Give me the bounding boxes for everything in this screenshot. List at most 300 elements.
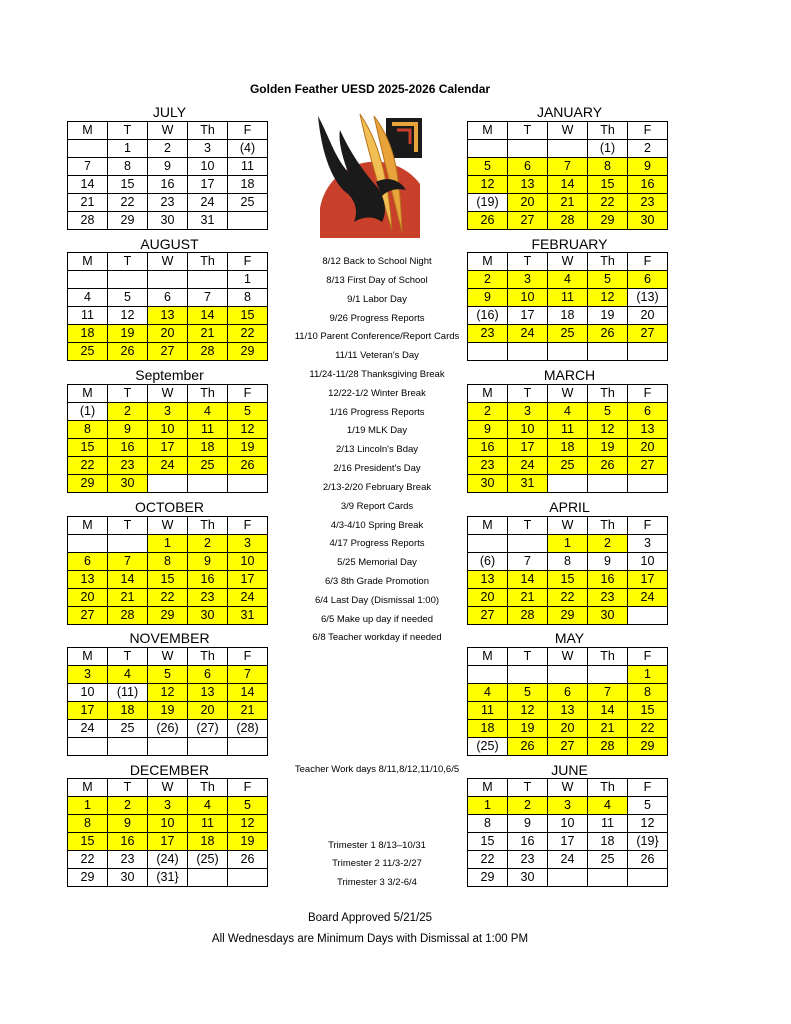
date-cell: 26 bbox=[588, 325, 628, 343]
date-cell: 21 bbox=[228, 702, 268, 720]
day-header: M bbox=[68, 253, 108, 271]
week-row bbox=[468, 439, 668, 457]
date-cell: 5 bbox=[228, 403, 268, 421]
date-cell: 2 bbox=[508, 797, 548, 815]
date-cell: 30 bbox=[628, 212, 668, 230]
week-row bbox=[468, 589, 668, 607]
date-cell: 14 bbox=[68, 176, 108, 194]
date-cell: 20 bbox=[508, 194, 548, 212]
date-cell bbox=[108, 271, 148, 289]
day-header-row bbox=[468, 253, 668, 271]
date-cell: 5 bbox=[588, 403, 628, 421]
date-cell: 11 bbox=[548, 421, 588, 439]
date-cell: 13 bbox=[628, 421, 668, 439]
date-cell: 13 bbox=[548, 702, 588, 720]
week-row bbox=[68, 140, 268, 158]
day-header: M bbox=[68, 122, 108, 140]
date-cell: 2 bbox=[108, 797, 148, 815]
day-header-row bbox=[68, 122, 268, 140]
date-cell: 20 bbox=[468, 589, 508, 607]
date-cell: 11 bbox=[468, 702, 508, 720]
date-cell: 21 bbox=[588, 720, 628, 738]
day-header: Th bbox=[188, 253, 228, 271]
date-cell: 4 bbox=[188, 797, 228, 815]
date-cell: 25 bbox=[588, 851, 628, 869]
date-cell bbox=[588, 475, 628, 493]
date-cell: 29 bbox=[628, 738, 668, 756]
day-header: T bbox=[108, 779, 148, 797]
date-cell: (19) bbox=[468, 194, 508, 212]
day-header-row bbox=[468, 122, 668, 140]
date-cell: 7 bbox=[68, 158, 108, 176]
day-header: Th bbox=[188, 779, 228, 797]
note-item: 3/9 Report Cards bbox=[340, 501, 414, 512]
date-cell: (1) bbox=[68, 403, 108, 421]
date-cell: 15 bbox=[148, 571, 188, 589]
date-cell: 3 bbox=[148, 403, 188, 421]
date-cell: 12 bbox=[508, 702, 548, 720]
date-cell: 15 bbox=[628, 702, 668, 720]
week-row bbox=[468, 869, 668, 887]
date-cell: 13 bbox=[468, 571, 508, 589]
calendar-march bbox=[467, 384, 668, 493]
date-cell: 29 bbox=[548, 607, 588, 625]
month-title-december: DECEMBER bbox=[129, 762, 210, 778]
date-cell: 12 bbox=[228, 421, 268, 439]
date-cell: 24 bbox=[508, 325, 548, 343]
day-header: T bbox=[508, 517, 548, 535]
week-row bbox=[468, 684, 668, 702]
week-row bbox=[468, 535, 668, 553]
date-cell bbox=[508, 535, 548, 553]
day-header: M bbox=[68, 385, 108, 403]
week-row bbox=[68, 325, 268, 343]
date-cell bbox=[508, 343, 548, 361]
date-cell bbox=[628, 343, 668, 361]
day-header: F bbox=[628, 779, 668, 797]
day-header-row bbox=[68, 779, 268, 797]
date-cell: 28 bbox=[508, 607, 548, 625]
date-cell: 3 bbox=[228, 535, 268, 553]
date-cell: 17 bbox=[548, 833, 588, 851]
date-cell bbox=[508, 666, 548, 684]
date-cell: 18 bbox=[548, 439, 588, 457]
day-header: Th bbox=[588, 648, 628, 666]
date-cell: 15 bbox=[108, 176, 148, 194]
day-header: T bbox=[508, 648, 548, 666]
day-header: F bbox=[228, 517, 268, 535]
date-cell: 28 bbox=[588, 738, 628, 756]
day-header: Th bbox=[188, 122, 228, 140]
week-row bbox=[68, 194, 268, 212]
week-row bbox=[68, 535, 268, 553]
month-title-november: NOVEMBER bbox=[129, 630, 210, 646]
date-cell: 5 bbox=[588, 271, 628, 289]
date-cell: 27 bbox=[468, 607, 508, 625]
date-cell: 15 bbox=[228, 307, 268, 325]
date-cell: 30 bbox=[108, 475, 148, 493]
date-cell: 3 bbox=[548, 797, 588, 815]
date-cell: 9 bbox=[148, 158, 188, 176]
date-cell: 2 bbox=[148, 140, 188, 158]
day-header: W bbox=[148, 385, 188, 403]
date-cell bbox=[468, 140, 508, 158]
date-cell: 2 bbox=[588, 535, 628, 553]
date-cell: 16 bbox=[148, 176, 188, 194]
day-header: Th bbox=[588, 253, 628, 271]
date-cell: 20 bbox=[148, 325, 188, 343]
date-cell: 14 bbox=[188, 307, 228, 325]
week-row bbox=[68, 738, 268, 756]
day-header: M bbox=[468, 122, 508, 140]
date-cell: 2 bbox=[108, 403, 148, 421]
date-cell: 23 bbox=[588, 589, 628, 607]
day-header: Th bbox=[188, 517, 228, 535]
day-header-row bbox=[468, 385, 668, 403]
week-row bbox=[68, 421, 268, 439]
date-cell: 1 bbox=[68, 797, 108, 815]
date-cell: 4 bbox=[108, 666, 148, 684]
date-cell: 25 bbox=[548, 457, 588, 475]
date-cell: 4 bbox=[68, 289, 108, 307]
day-header: W bbox=[548, 517, 588, 535]
date-cell: 13 bbox=[508, 176, 548, 194]
date-cell: 12 bbox=[148, 684, 188, 702]
note-item: 8/13 First Day of School bbox=[326, 275, 428, 286]
page-title: Golden Feather UESD 2025-2026 Calendar bbox=[249, 82, 491, 96]
date-cell: 14 bbox=[588, 702, 628, 720]
month-title-may: MAY bbox=[554, 630, 585, 646]
date-cell: 23 bbox=[628, 194, 668, 212]
date-cell: 16 bbox=[468, 439, 508, 457]
date-cell: 9 bbox=[468, 421, 508, 439]
week-row bbox=[68, 439, 268, 457]
date-cell: 7 bbox=[588, 684, 628, 702]
date-cell: 10 bbox=[628, 553, 668, 571]
week-row bbox=[468, 194, 668, 212]
date-cell bbox=[228, 738, 268, 756]
date-cell: 30 bbox=[188, 607, 228, 625]
date-cell bbox=[588, 869, 628, 887]
date-cell bbox=[548, 869, 588, 887]
date-cell: 24 bbox=[548, 851, 588, 869]
calendar-january bbox=[467, 121, 668, 230]
date-cell: 11 bbox=[548, 289, 588, 307]
date-cell: (25) bbox=[468, 738, 508, 756]
day-header: W bbox=[548, 122, 588, 140]
date-cell: 9 bbox=[468, 289, 508, 307]
date-cell: (24) bbox=[148, 851, 188, 869]
week-row bbox=[468, 797, 668, 815]
calendar-august bbox=[67, 252, 268, 361]
date-cell: 25 bbox=[108, 720, 148, 738]
date-cell: 16 bbox=[508, 833, 548, 851]
date-cell bbox=[628, 607, 668, 625]
month-title-february: FEBRUARY bbox=[531, 236, 608, 252]
date-cell: 19 bbox=[228, 439, 268, 457]
date-cell bbox=[228, 869, 268, 887]
date-cell: 26 bbox=[228, 851, 268, 869]
date-cell: 15 bbox=[548, 571, 588, 589]
date-cell bbox=[228, 475, 268, 493]
date-cell: 12 bbox=[628, 815, 668, 833]
month-title-january: JANUARY bbox=[536, 104, 603, 120]
date-cell: 8 bbox=[148, 553, 188, 571]
date-cell: 25 bbox=[188, 457, 228, 475]
day-header: Th bbox=[188, 648, 228, 666]
date-cell bbox=[628, 869, 668, 887]
date-cell bbox=[548, 343, 588, 361]
date-cell: 3 bbox=[148, 797, 188, 815]
note-item: 1/16 Progress Reports bbox=[329, 407, 425, 418]
day-header: Th bbox=[588, 122, 628, 140]
date-cell: 4 bbox=[548, 403, 588, 421]
date-cell: 8 bbox=[68, 421, 108, 439]
calendar-december bbox=[67, 778, 268, 887]
date-cell: 18 bbox=[188, 833, 228, 851]
note-item: 9/1 Labor Day bbox=[347, 294, 407, 305]
date-cell: (28) bbox=[228, 720, 268, 738]
date-cell: 26 bbox=[228, 457, 268, 475]
date-cell: 29 bbox=[588, 212, 628, 230]
golden-feather-eagle-logo bbox=[304, 112, 430, 240]
week-row bbox=[68, 589, 268, 607]
day-header-row bbox=[468, 779, 668, 797]
week-row bbox=[468, 571, 668, 589]
day-header: F bbox=[628, 253, 668, 271]
date-cell: 7 bbox=[188, 289, 228, 307]
note-item: 2/16 President's Day bbox=[333, 463, 421, 474]
date-cell: 1 bbox=[148, 535, 188, 553]
note-item: 6/8 Teacher workday if needed bbox=[312, 632, 442, 643]
day-header: F bbox=[628, 385, 668, 403]
day-header: W bbox=[148, 122, 188, 140]
date-cell: 12 bbox=[108, 307, 148, 325]
date-cell: 28 bbox=[68, 212, 108, 230]
date-cell bbox=[548, 140, 588, 158]
week-row bbox=[68, 702, 268, 720]
date-cell: 26 bbox=[508, 738, 548, 756]
date-cell: 16 bbox=[628, 176, 668, 194]
week-row bbox=[468, 475, 668, 493]
date-cell: 14 bbox=[548, 176, 588, 194]
week-row bbox=[68, 475, 268, 493]
date-cell: 28 bbox=[188, 343, 228, 361]
date-cell: 18 bbox=[228, 176, 268, 194]
note-item: 6/5 Make up day if needed bbox=[321, 614, 433, 625]
day-header: F bbox=[228, 779, 268, 797]
date-cell: 16 bbox=[188, 571, 228, 589]
week-row bbox=[468, 607, 668, 625]
date-cell: (19} bbox=[628, 833, 668, 851]
date-cell: 8 bbox=[588, 158, 628, 176]
date-cell bbox=[108, 738, 148, 756]
date-cell: 23 bbox=[468, 457, 508, 475]
week-row bbox=[68, 343, 268, 361]
day-header: T bbox=[108, 253, 148, 271]
date-cell: 14 bbox=[508, 571, 548, 589]
day-header-row bbox=[468, 517, 668, 535]
week-row bbox=[68, 271, 268, 289]
date-cell: 18 bbox=[108, 702, 148, 720]
date-cell bbox=[188, 475, 228, 493]
date-cell: 8 bbox=[468, 815, 508, 833]
date-cell: 4 bbox=[588, 797, 628, 815]
calendar-february bbox=[467, 252, 668, 361]
date-cell: 24 bbox=[148, 457, 188, 475]
day-header: W bbox=[548, 385, 588, 403]
date-cell: 27 bbox=[508, 212, 548, 230]
date-cell: 3 bbox=[508, 271, 548, 289]
day-header: W bbox=[148, 648, 188, 666]
day-header: F bbox=[628, 122, 668, 140]
date-cell: 28 bbox=[108, 607, 148, 625]
note-item: 2/13-2/20 February Break bbox=[322, 482, 432, 493]
day-header: T bbox=[108, 648, 148, 666]
date-cell: 9 bbox=[628, 158, 668, 176]
date-cell: 9 bbox=[508, 815, 548, 833]
note-item: 11/24-11/28 Thanksgiving Break bbox=[309, 369, 445, 380]
date-cell: 23 bbox=[108, 457, 148, 475]
date-cell: 17 bbox=[68, 702, 108, 720]
date-cell: 3 bbox=[68, 666, 108, 684]
date-cell: 29 bbox=[68, 869, 108, 887]
day-header: F bbox=[228, 253, 268, 271]
week-row bbox=[68, 212, 268, 230]
date-cell: 23 bbox=[148, 194, 188, 212]
date-cell: 20 bbox=[188, 702, 228, 720]
date-cell: 20 bbox=[548, 720, 588, 738]
day-header: F bbox=[228, 385, 268, 403]
date-cell: 1 bbox=[108, 140, 148, 158]
date-cell bbox=[228, 212, 268, 230]
date-cell: 30 bbox=[588, 607, 628, 625]
date-cell: 21 bbox=[548, 194, 588, 212]
date-cell: 12 bbox=[468, 176, 508, 194]
date-cell: 10 bbox=[148, 421, 188, 439]
week-row bbox=[468, 140, 668, 158]
day-header: M bbox=[468, 253, 508, 271]
note-item: 1/19 MLK Day bbox=[346, 425, 408, 436]
date-cell: 8 bbox=[108, 158, 148, 176]
day-header: W bbox=[148, 517, 188, 535]
note-item: 2/13 Lincoln's Bday bbox=[335, 444, 419, 455]
date-cell: 14 bbox=[228, 684, 268, 702]
week-row bbox=[468, 289, 668, 307]
day-header-row bbox=[68, 517, 268, 535]
day-header: Th bbox=[588, 517, 628, 535]
week-row bbox=[68, 797, 268, 815]
day-header: T bbox=[108, 385, 148, 403]
note-item: 6/4 Last Day (Dismissal 1:00) bbox=[314, 595, 440, 606]
date-cell: 2 bbox=[628, 140, 668, 158]
date-cell: 24 bbox=[68, 720, 108, 738]
day-header: Th bbox=[188, 385, 228, 403]
date-cell: 21 bbox=[188, 325, 228, 343]
date-cell: 20 bbox=[628, 439, 668, 457]
date-cell: 17 bbox=[148, 439, 188, 457]
note-item: 11/11 Veteran's Day bbox=[335, 350, 419, 361]
day-header: T bbox=[508, 779, 548, 797]
date-cell: 1 bbox=[468, 797, 508, 815]
date-cell: 22 bbox=[68, 851, 108, 869]
date-cell: 24 bbox=[508, 457, 548, 475]
date-cell: 27 bbox=[628, 325, 668, 343]
date-cell: 17 bbox=[188, 176, 228, 194]
day-header: Th bbox=[588, 385, 628, 403]
date-cell: 8 bbox=[228, 289, 268, 307]
date-cell: 17 bbox=[628, 571, 668, 589]
week-row bbox=[468, 271, 668, 289]
date-cell: 15 bbox=[68, 439, 108, 457]
date-cell: 11 bbox=[188, 421, 228, 439]
date-cell: 5 bbox=[148, 666, 188, 684]
date-cell: 23 bbox=[188, 589, 228, 607]
week-row bbox=[68, 403, 268, 421]
week-row bbox=[68, 684, 268, 702]
day-header: M bbox=[468, 779, 508, 797]
date-cell: (6) bbox=[468, 553, 508, 571]
date-cell bbox=[148, 738, 188, 756]
date-cell: 15 bbox=[468, 833, 508, 851]
date-cell: 3 bbox=[188, 140, 228, 158]
date-cell bbox=[508, 140, 548, 158]
date-cell: 19 bbox=[108, 325, 148, 343]
date-cell bbox=[68, 271, 108, 289]
day-header: T bbox=[508, 122, 548, 140]
date-cell: 6 bbox=[188, 666, 228, 684]
date-cell: 19 bbox=[508, 720, 548, 738]
date-cell: 30 bbox=[108, 869, 148, 887]
day-header-row bbox=[68, 253, 268, 271]
date-cell: 11 bbox=[588, 815, 628, 833]
date-cell: 12 bbox=[228, 815, 268, 833]
week-row bbox=[468, 720, 668, 738]
date-cell: (13) bbox=[628, 289, 668, 307]
week-row bbox=[68, 307, 268, 325]
date-cell: 26 bbox=[588, 457, 628, 475]
month-title-june: JUNE bbox=[551, 762, 588, 778]
date-cell: 18 bbox=[68, 325, 108, 343]
week-row bbox=[468, 851, 668, 869]
date-cell: 13 bbox=[68, 571, 108, 589]
week-row bbox=[68, 851, 268, 869]
date-cell: 6 bbox=[548, 684, 588, 702]
week-row bbox=[68, 176, 268, 194]
date-cell: 16 bbox=[108, 833, 148, 851]
date-cell: 17 bbox=[508, 439, 548, 457]
date-cell: 19 bbox=[148, 702, 188, 720]
teacher-work-days: Teacher Work days 8/11,8/12,11/10,6/5 bbox=[294, 764, 460, 775]
date-cell: 10 bbox=[508, 289, 548, 307]
date-cell: 5 bbox=[628, 797, 668, 815]
date-cell: 10 bbox=[68, 684, 108, 702]
week-row bbox=[468, 833, 668, 851]
date-cell: 17 bbox=[148, 833, 188, 851]
date-cell: 13 bbox=[148, 307, 188, 325]
date-cell: 5 bbox=[468, 158, 508, 176]
date-cell: (11) bbox=[108, 684, 148, 702]
calendar-november bbox=[67, 647, 268, 756]
date-cell: 26 bbox=[108, 343, 148, 361]
date-cell: 24 bbox=[628, 589, 668, 607]
date-cell: (27) bbox=[188, 720, 228, 738]
date-cell: 7 bbox=[508, 553, 548, 571]
date-cell: 26 bbox=[468, 212, 508, 230]
minimum-days-note: All Wednesdays are Minimum Days with Dismissal at 1:00 PM bbox=[211, 933, 529, 945]
week-row bbox=[68, 833, 268, 851]
week-row bbox=[68, 666, 268, 684]
